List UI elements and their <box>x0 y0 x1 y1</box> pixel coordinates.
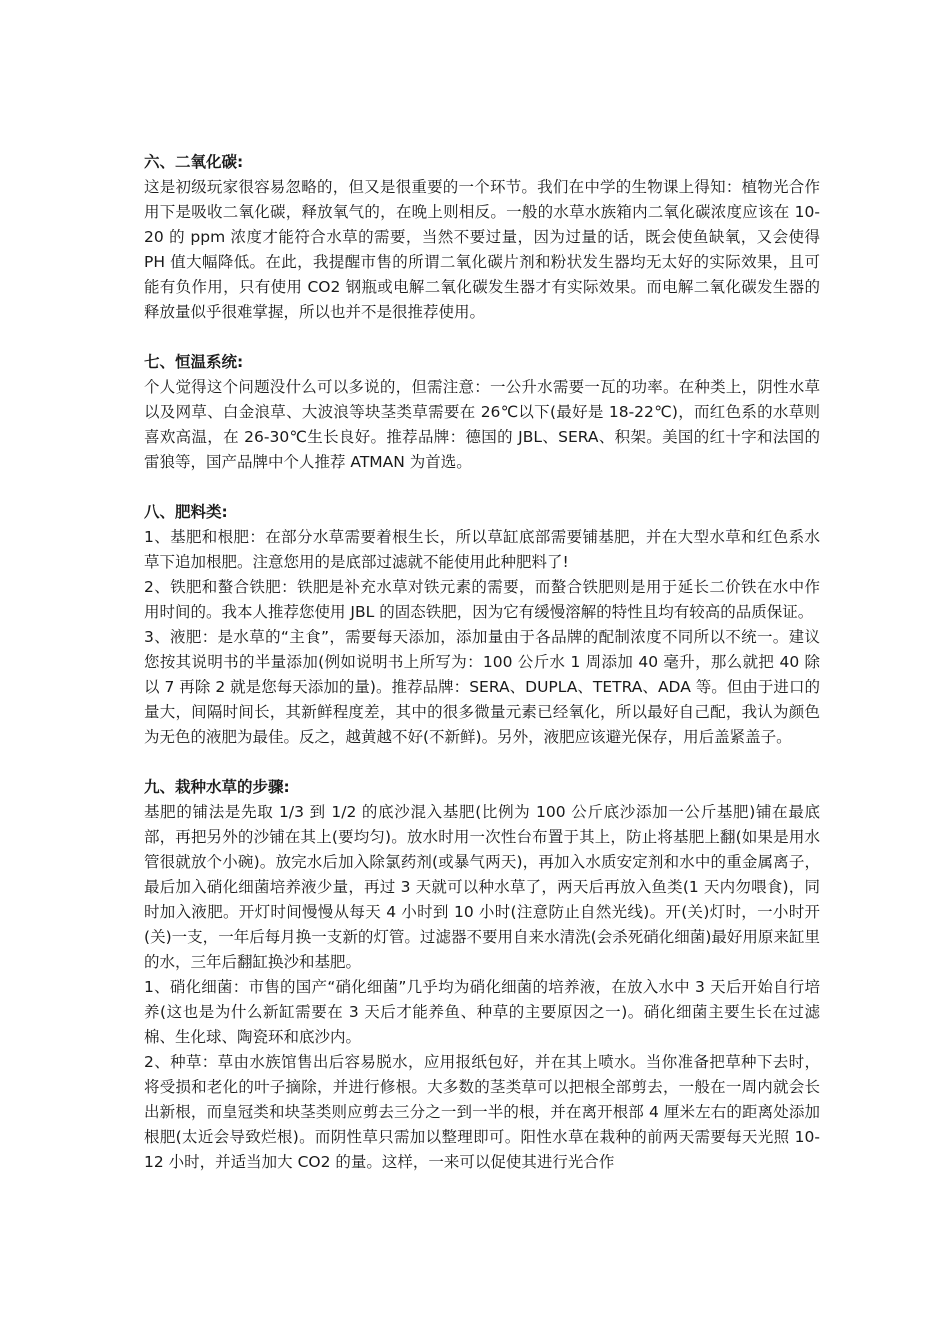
section-heating <box>144 350 820 475</box>
section-title: 八、肥料类: <box>144 503 228 521</box>
paragraph: 2、种草：草由水族馆售出后容易脱水，应用报纸包好，并在其上喷水。当你准备把草种下去时，将受损和老化的叶子摘除，并进行修根。大多数的茎类草可以把根全部剪去，一般在一周内就会长出新根，而皇冠类和块茎类则应剪去三分之一到一半的根，并在离开根部 4 厘米左右的距离处添加根肥(太近会导致烂根)。而阴性草只需加以整理即可。阳性水草在栽种的前两天需要每天光照 10-12 小时，并适当加大 CO2 的量。这样，一来可以促使其进行光合作 <box>144 1053 820 1171</box>
section-fertilizer <box>144 500 820 750</box>
paragraph: 1、硝化细菌：市售的国产“硝化细菌”几乎均为硝化细菌的培养液，在放入水中 3 天后开始自行培养(这也是为什么新缸需要在 3 天后才能养鱼、种草的主要原因之一)。硝化细菌主要生长在过滤棉、生化球、陶瓷环和底沙内。 <box>144 978 820 1046</box>
paragraph: 3、液肥：是水草的“主食”，需要每天添加，添加量由于各品牌的配制浓度不同所以不统一。建议您按其说明书的半量添加(例如说明书上所写为：100 公斤水 1 周添加 40 毫升，那么就把 40 除以 7 再除 2 就是您每天添加的量)。推荐品牌：SERA、DUPLA、TETRA、ADA 等。但由于进口的量大，间隔时间长，其新鲜程度差，其中的很多微量元素已经氧化，所以最好自己配，我认为颜色为无色的液肥为最佳。反之，越黄越不好(不新鲜)。另外，液肥应该避光保存，用后盖紧盖子。 <box>144 628 820 746</box>
section-title: 六、二氧化碳: <box>144 153 244 171</box>
paragraph: 这是初级玩家很容易忽略的，但又是很重要的一个环节。我们在中学的生物课上得知：植物光合作用下是吸收二氧化碳，释放氧气的，在晚上则相反。一般的水草水族箱内二氧化碳浓度应该在 10-20 的 ppm 浓度才能符合水草的需要，当然不要过量，因为过量的话，既会使鱼缺氧，又会使得 PH 值大幅降低。在此，我提醒市售的所谓二氧化碳片剂和粉状发生器均无太好的实际效果，且可能有负作用，只有使用 CO2 钢瓶或电解二氧化碳发生器才有实际效果。而电解二氧化碳发生器的释放量似乎很难掌握，所以也并不是很推荐使用。 <box>144 178 820 321</box>
section-title: 九、栽种水草的步骤: <box>144 778 290 796</box>
paragraph: 2、铁肥和螯合铁肥：铁肥是补充水草对铁元素的需要，而螯合铁肥则是用于延长二价铁在水中作用时间的。我本人推荐您使用 JBL 的固态铁肥，因为它有缓慢溶解的特性且均有较高的品质保证。 <box>144 578 820 621</box>
section-planting-steps <box>144 775 820 1175</box>
document-page <box>144 150 820 1200</box>
paragraph: 基肥的铺法是先取 1/3 到 1/2 的底沙混入基肥(比例为 100 公斤底沙添加一公斤基肥)铺在最底部，再把另外的沙铺在其上(要均匀)。放水时用一次性台布置于其上，防止将基肥上翻(如果是用水管很就放个小碗)。放完水后加入除氯药剂(或暴气两天)，再加入水质安定剂和水中的重金属离子，最后加入硝化细菌培养液少量，再过 3 天就可以种水草了，两天后再放入鱼类(1 天内勿喂食)，同时加入液肥。开灯时间慢慢从每天 4 小时到 10 小时(注意防止自然光线)。开(关)灯时，一小时开(关)一支，一年后每月换一支新的灯管。过滤器不要用自来水清洗(会杀死硝化细菌)最好用原来缸里的水，三年后翻缸换沙和基肥。 <box>144 803 820 971</box>
section-co2 <box>144 150 820 325</box>
section-title: 七、恒温系统: <box>144 353 244 371</box>
paragraph: 1、基肥和根肥：在部分水草需要着根生长，所以草缸底部需要铺基肥，并在大型水草和红色系水草下追加根肥。注意您用的是底部过滤就不能使用此种肥料了! <box>144 528 820 571</box>
paragraph: 个人觉得这个问题没什么可以多说的，但需注意：一公升水需要一瓦的功率。在种类上，阴性水草以及网草、白金浪草、大波浪等块茎类草需要在 26℃以下(最好是 18-22℃)，而红色系的水草则喜欢高温，在 26-30℃生长良好。推荐品牌：德国的 JBL、SERA、积架。美国的红十字和法国的雷狼等，国产品牌中个人推荐 ATMAN 为首选。 <box>144 378 820 471</box>
